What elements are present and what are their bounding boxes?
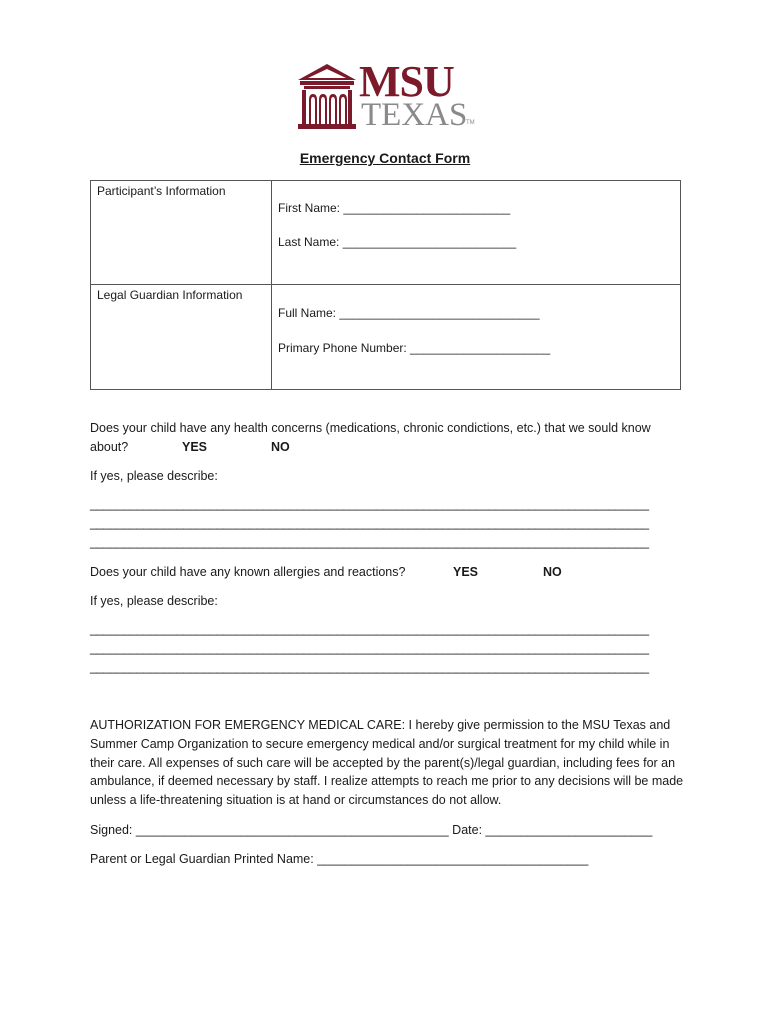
guardian-info-cell: [272, 285, 681, 390]
health-yes-option[interactable]: YES: [182, 440, 208, 454]
logo-trademark: TM: [466, 120, 475, 126]
guardian-full-name-field[interactable]: Full Name: ______________________________: [278, 306, 540, 320]
health-describe-label: If yes, please describe:: [90, 469, 218, 483]
allergies-describe-line-1[interactable]: ____________________________________________________________________________________: [90, 622, 649, 636]
first-name-field[interactable]: First Name: _________________________: [278, 201, 511, 215]
allergies-no-option[interactable]: NO: [543, 565, 562, 579]
health-describe-line-2[interactable]: ____________________________________________________________________________________: [90, 516, 649, 530]
last-name-field[interactable]: Last Name: __________________________: [278, 235, 517, 249]
form-title: Emergency Contact Form: [299, 150, 471, 166]
participant-info-cell: [272, 181, 681, 285]
msu-texas-logo: [296, 57, 476, 133]
health-describe-line-1[interactable]: ____________________________________________________________________________________: [90, 497, 649, 511]
participant-info-label: Participant’s Information: [91, 181, 272, 285]
logo-msu-text: MSU: [359, 57, 454, 106]
authorization-paragraph: AUTHORIZATION FOR EMERGENCY MEDICAL CARE: I hereby give permission to the MSU Texas and Summer Camp Organization to secure emergency medical and/or surgical treatment for my child while in their care. All expenses of such care will be accepted by the parent(s)/legal guardian, including fees for an ambulance, if deemed necessary by staff. I realize attempts to reach me prior to any decisions will be made unless a life-threatening situation is at hand or circumstances do not allow.: [90, 718, 684, 808]
building-icon: [296, 62, 358, 130]
info-table: [90, 180, 681, 390]
allergies-describe-line-2[interactable]: ____________________________________________________________________________________: [90, 641, 649, 655]
allergies-describe-line-3[interactable]: ____________________________________________________________________________________: [90, 660, 649, 674]
health-no-option[interactable]: NO: [271, 440, 290, 454]
signed-date-field[interactable]: Signed: _____________________________________________ Date: ________________________: [90, 823, 653, 837]
health-question-line1: Does your child have any health concerns (medications, chronic condictions, etc.) that we sould know: [90, 421, 651, 435]
primary-phone-field[interactable]: Primary Phone Number: _____________________: [278, 341, 551, 355]
allergies-yes-option[interactable]: YES: [453, 565, 479, 579]
guardian-info-label: Legal Guardian Information: [91, 285, 272, 390]
health-question-line2: about?: [90, 440, 129, 454]
printed-name-field[interactable]: Parent or Legal Guardian Printed Name: _______________________________________: [90, 852, 589, 866]
logo-texas-text: TEXAS: [361, 97, 468, 133]
allergies-describe-label: If yes, please describe:: [90, 594, 218, 608]
allergies-question: Does your child have any known allergies and reactions?: [90, 565, 406, 579]
health-describe-line-3[interactable]: ____________________________________________________________________________________: [90, 535, 649, 549]
